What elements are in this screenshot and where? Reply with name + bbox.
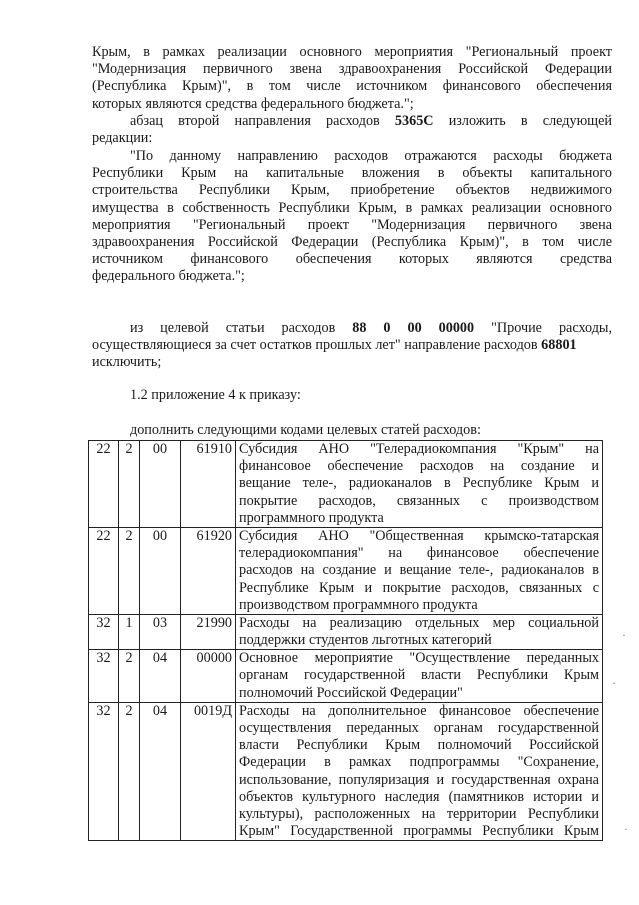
scan-mark: · xyxy=(624,822,628,836)
description-line: Расходы на дополнительное финансовое обеспечение xyxy=(239,702,599,719)
description-line: программного продукта xyxy=(239,509,384,526)
text-line: мероприятия "Региональный проект "Модернизация первичного звена xyxy=(92,216,612,233)
text-line: Крым, в рамках реализации основного мероприятия "Региональный проект xyxy=(92,44,612,60)
table-row xyxy=(89,527,603,614)
paragraph-1 xyxy=(92,44,612,113)
text-line: "Модернизация первичного звена здравоохранения Российской Федерации xyxy=(92,61,612,78)
code-cell: 2 xyxy=(119,441,140,528)
text-span: "Прочие расходы, xyxy=(474,320,612,336)
description-cell xyxy=(236,702,603,841)
description-cell xyxy=(236,650,603,703)
text-line: имущества в собственность Республики Крым, в рамках реализации основного xyxy=(92,199,612,216)
code-cell: 2 xyxy=(119,702,140,841)
description-line: Республике Крым и покрытие расходов, связанных с xyxy=(239,579,599,596)
expense-code: 68801 xyxy=(541,337,577,354)
table-row xyxy=(89,702,603,841)
text-line: 1.2 приложение 4 к приказу: xyxy=(130,387,301,403)
target-codes-table xyxy=(88,440,603,841)
code-cell: 0019Д xyxy=(181,702,236,841)
code-cell: 03 xyxy=(140,614,181,649)
text-line: исключить; xyxy=(92,354,162,371)
text-line: (Республика Крым)", в том числе источником финансового обеспечения xyxy=(92,78,612,95)
code-cell: 32 xyxy=(89,702,119,841)
text-span: из целевой статьи расходов xyxy=(130,320,353,336)
text-line: федерального бюджета."; xyxy=(92,268,245,285)
code-cell: 2 xyxy=(119,527,140,614)
text-span: абзац второй направления расходов xyxy=(130,113,395,129)
text-line: которых являются средства федерального бюджета."; xyxy=(92,95,414,112)
description-line: власти Республики Крым полномочий Российской xyxy=(239,737,599,754)
description-line: поддержки студентов льготных категорий xyxy=(239,632,492,649)
table-row xyxy=(89,650,603,703)
text-line: Республики Крым на капитальные вложения в объекты капитального xyxy=(92,165,612,182)
code-cell: 00 xyxy=(140,527,181,614)
text-span: осуществляющиеся за счет остатков прошлых лет" направление расходов xyxy=(92,337,542,354)
description-line: полномочий Российской Федерации" xyxy=(239,684,463,701)
text-line: строительства Республики Крым, приобретение объектов недвижимого xyxy=(92,182,612,199)
description-cell xyxy=(236,527,603,614)
text-line xyxy=(92,113,612,130)
code-cell: 04 xyxy=(140,702,181,841)
description-line: осуществления переданных органам государственной xyxy=(239,720,599,736)
description-line: объектов культурного наследия (памятников истории и xyxy=(239,788,599,805)
description-line: покрытие расходов, связанных с производством xyxy=(239,492,599,509)
description-cell xyxy=(236,614,603,649)
text-line: "По данному направлению расходов отражаются расходы бюджета xyxy=(130,148,612,164)
description-line: телерадиокомпания" на финансовое обеспечение xyxy=(239,545,599,562)
text-line: источником финансового обеспечения которых являются средства xyxy=(92,251,612,268)
code-cell: 00 xyxy=(140,441,181,528)
description-line: Основное мероприятие "Осуществление переданных xyxy=(239,650,599,667)
text-line: здравоохранения Российской Федерации (Республика Крым)", в том числе xyxy=(92,233,612,250)
code-cell: 32 xyxy=(89,650,119,703)
text-line xyxy=(92,337,612,354)
description-cell xyxy=(236,441,603,528)
description-line: Федерации в рамках подпрограммы "Сохранение, xyxy=(239,754,599,771)
code-cell: 61910 xyxy=(181,441,236,528)
description-line: использование, популяризация и государственная охрана xyxy=(239,771,599,788)
description-line: Расходы на реализацию отдельных мер социальной xyxy=(239,614,599,631)
description-line: вещание теле-, радиоканалов в Республике Крым и xyxy=(239,475,599,492)
paragraph-2 xyxy=(92,113,612,147)
paragraph-6 xyxy=(92,422,612,439)
table-row xyxy=(89,441,603,528)
description-line: Субсидия АНО "Общественная крымско-татарская xyxy=(239,527,599,544)
paragraph-4 xyxy=(92,320,612,372)
text-line: редакции: xyxy=(92,130,153,147)
code-cell: 21990 xyxy=(181,614,236,649)
description-line: органам государственной власти Республики Крым xyxy=(239,667,599,684)
paragraph-5 xyxy=(92,387,612,404)
description-line: расходов на создание и вещание теле-, радиоканалов в xyxy=(239,562,599,579)
expense-code: 5365С xyxy=(394,113,434,129)
description-line: производством программного продукта xyxy=(239,596,478,613)
scan-mark: · xyxy=(612,676,616,690)
text-span: изложить в следующей xyxy=(433,113,612,129)
code-cell: 22 xyxy=(89,441,119,528)
code-cell: 04 xyxy=(140,650,181,703)
paragraph-3 xyxy=(92,148,612,286)
table-row xyxy=(89,614,603,649)
description-line: финансовое обеспечение расходов на создание и xyxy=(239,458,599,475)
target-article-code: 88 0 00 00000 xyxy=(352,320,475,336)
code-cell: 00000 xyxy=(181,650,236,703)
text-line xyxy=(92,320,612,337)
text-line: дополнить следующими кодами целевых статей расходов: xyxy=(130,422,481,438)
code-cell: 61920 xyxy=(181,527,236,614)
description-line: Субсидия АНО "Телерадиокомпания "Крым" на xyxy=(239,441,599,457)
scan-mark: · xyxy=(622,628,626,642)
description-line: Крым" Государственной программы Республики Крым xyxy=(239,823,599,840)
description-line: культуры), расположенных на территории Республики xyxy=(239,805,599,822)
code-cell: 32 xyxy=(89,614,119,649)
code-cell: 2 xyxy=(119,650,140,703)
code-cell: 1 xyxy=(119,614,140,649)
code-cell: 22 xyxy=(89,527,119,614)
